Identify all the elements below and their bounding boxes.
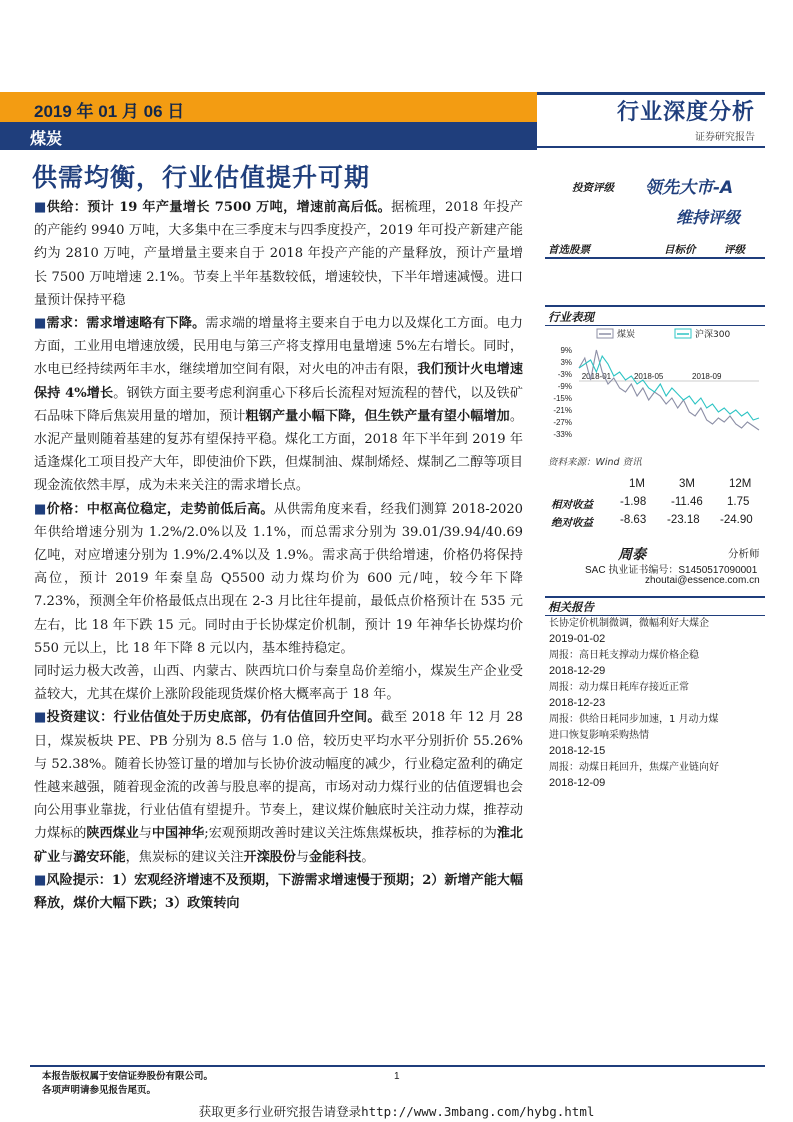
- footer-disclaimer: [42, 1070, 213, 1098]
- bullet-square-icon: ■: [34, 200, 47, 215]
- analyst-name: 周泰: [618, 547, 646, 563]
- rating-value: 领先大市-A: [645, 178, 734, 198]
- demand-text-2: 。钢铁方面主要考虑利润重心下移后长流程对短流程的替代，以及铁矿石品味下降后焦炭用量的增加，预计: [34, 385, 523, 424]
- bullet-square-icon: ■: [34, 710, 47, 726]
- perf-value: -1.98: [620, 496, 647, 508]
- supply-text: 据梳理，2018 年投产的产能约 9940 万吨，大多集中在三季度末与四季度投产，2019 年可投产新建产能约为 2810 万吨，产量增量主要来自于 2018 年投产产能的产量释放，预计产量增长 7500 万吨增速 2.1%。节奏上半年基数较低，增速较快，下半年增速减慢。进口量预计保持平稳: [34, 200, 524, 308]
- price-paragraph-2: 同时运力极大改善，山西、内蒙古、陕西坑口价与秦皇岛价差缩小，煤炭生产企业受益较大，尤其在煤价上涨阶段能现货煤价格大概率高于 18 年。: [34, 664, 523, 703]
- stock-pick: 陕西煤业: [86, 826, 139, 842]
- related-reports-list: [549, 616, 765, 792]
- main-body: [34, 196, 523, 915]
- rating-label: 投资评级: [572, 182, 614, 194]
- x-tick-label: 2018-01: [581, 372, 612, 381]
- legend-label: 沪深300: [695, 330, 731, 340]
- stock-pick: 淮北矿业: [34, 826, 524, 865]
- perf-value: -8.63: [620, 514, 647, 526]
- stock-header-target: 目标价: [664, 244, 696, 256]
- y-tick-label: 3%: [560, 358, 572, 367]
- footer-note-statement: 各项声明请参见报告尾页。: [42, 1085, 157, 1096]
- sector-label: 煤炭: [30, 129, 63, 148]
- analyst-role: 分析师: [728, 548, 760, 560]
- perf-row-label: 相对收益: [551, 499, 593, 511]
- y-tick-label: -15%: [553, 394, 572, 403]
- invest-and: 与: [60, 849, 74, 865]
- perf-value: 1.75: [727, 496, 750, 508]
- legend-label: 煤炭: [617, 330, 636, 340]
- invest-paragraph: [34, 706, 523, 868]
- demand-lead: 需求：需求增速略有下降。: [46, 316, 206, 332]
- y-tick-label: 9%: [560, 346, 572, 355]
- price-lead: 价格：中枢高位稳定，走势前低后高。: [46, 501, 274, 517]
- chart-source: 资料来源：Wind 资讯: [548, 457, 642, 468]
- x-tick-label: 2018-09: [692, 372, 722, 381]
- invest-and: 与: [138, 826, 152, 842]
- y-tick-label: -33%: [553, 430, 572, 439]
- related-report-link-cont[interactable]: 进口恢复影响采购热情: [549, 730, 649, 741]
- invest-text-2: ;宏观预期改善时建议关注炼焦煤板块，推荐标的为: [204, 826, 497, 842]
- perf-col-3m: 3M: [679, 478, 695, 490]
- perf-value: -24.90: [720, 514, 753, 526]
- page-title: 供需均衡，行业估值提升可期: [32, 163, 371, 192]
- related-report-date: 2019-01-02: [549, 633, 606, 645]
- analyst-email[interactable]: zhoutai@essence.com.cn: [645, 575, 760, 586]
- stock-pick: 潞安环能: [73, 849, 126, 865]
- y-tick-label: -27%: [553, 418, 572, 427]
- promo-link[interactable]: 获取更多行业研究报告请登录http://www.3mbang.com/hybg.html: [198, 1104, 595, 1119]
- related-report-date: 2018-12-29: [549, 665, 606, 677]
- price-paragraph: [34, 498, 523, 660]
- related-report-link[interactable]: 周报：供给日耗同步加速，1 月动力煤: [549, 714, 719, 725]
- risk-text: 风险提示：1）宏观经济增速不及预期，下游需求增速慢于预期；2）新增产能大幅释放，煤价大幅下跌；3）政策转向: [34, 872, 523, 912]
- perf-value: -11.46: [671, 496, 703, 508]
- perf-rule-top: [545, 305, 765, 307]
- perf-title: 行业表现: [548, 310, 594, 324]
- report-subtype: 证券研究报告: [695, 132, 755, 143]
- invest-end: 。: [361, 849, 375, 865]
- supply-lead: 供给：预计 19 年产量增长 7500 万吨，增速前高后低。: [46, 200, 392, 215]
- y-tick-label: -21%: [553, 406, 572, 415]
- stock-header-rating: 评级: [724, 244, 745, 256]
- risk-paragraph: [34, 869, 523, 915]
- related-report-link[interactable]: 周报：动力煤日耗库存接近正常: [549, 682, 689, 693]
- bullet-square-icon: ■: [34, 316, 47, 332]
- related-title: 相关报告: [548, 600, 594, 614]
- analyst-sac: SAC 执业证书编号：S1450517090001: [585, 565, 758, 576]
- invest-and: 与: [295, 849, 309, 865]
- related-report-date: 2018-12-09: [549, 777, 606, 789]
- footer-rule: [30, 1065, 765, 1067]
- stock-header-rule: [545, 257, 765, 259]
- rating-action: 维持评级: [676, 208, 741, 227]
- stock-header-stock: 首选股票: [548, 244, 590, 256]
- y-tick-label: -9%: [557, 382, 572, 391]
- invest-text-1: 截至 2018 年 12 月 28 日，煤炭板块 PE、PB 分别为 8.5 倍与 1.0 倍，较历史平均水平分别折价 55.26%与 52.38%。随着长协签订量的增加与长协价波动幅度的减少，行业稳定盈利的确定性越来越强，随着现金流的改善与股息率的提高，市场对动力煤行业的估值逻辑也会向公用事业靠拢，行业估值有望提升。节奏上，建议煤价触底时关注动力煤，推荐动力煤标的: [34, 710, 524, 842]
- supply-paragraph: [34, 196, 523, 312]
- bullet-square-icon: ■: [34, 872, 47, 888]
- stock-pick: 开滦股份: [243, 849, 296, 865]
- related-report-date: 2018-12-15: [549, 745, 606, 757]
- related-report-link[interactable]: 周报：动煤日耗回升，焦煤产业链向好: [549, 762, 719, 773]
- price-text: 从供需角度来看，经我们测算 2018-2020 年供给增速分别为 1.2%/2.0%以及 1.1%，而总需求分别为 39.01/39.94/40.69 亿吨，对应增速分别为 1.9%/2.4%以及 1.9%。需求高于供给增速，价格仍将保持高位，预计 2019 年秦皇岛 Q5500 动力煤均价为 600 元/吨，较今年下降 7.23%，预测全年价格最低点出现在 2-3 月比往年提前，最低点价格预计在 535 元左右，比 18 年下跌 15 元。同时由于长协煤定价机制，预计 19 年神华长协煤均价 550 元以上，比 18 年下降 8 元以内，基本维持稳定。: [34, 501, 523, 656]
- report-date: 2019 年 01 月 06 日: [34, 102, 185, 121]
- footer-note-copyright: 本报告版权属于安信证券股份有限公司。: [42, 1071, 214, 1082]
- demand-text-1: 需求端的增量将主要来自于电力以及煤化工方面。电力方面，工业用电增速放缓，民用电与第三产将支撑用电量增速 5%左右增长。同时，水电已经持续两年丰水，继续增加空间有限，对火电的冲击有限，: [34, 316, 524, 378]
- demand-highlight-1: 我们预计火电增速保持 4%增长: [34, 362, 524, 401]
- demand-highlight-2: 粗钢产量小幅下降，但生铁产量有望小幅增加: [245, 408, 510, 424]
- perf-row-label: 绝对收益: [551, 517, 593, 529]
- y-tick-label: -3%: [557, 370, 572, 379]
- related-report-link[interactable]: 长协定价机制微调，微幅利好大煤企: [549, 618, 709, 629]
- demand-text-3: 。水泥产量则随着基建的复苏有望保持平稳。煤化工方面，2018 年下半年到 2019 年适逢煤化工项目投产大年，即使油价下跌，但煤制油、煤制烯烃、煤制乙二醇等项目现金流依然丰厚，成为未来关注的需求增长点。: [34, 408, 524, 494]
- perf-col-1m: 1M: [629, 478, 645, 490]
- sector-bar: [0, 122, 537, 150]
- related-report-date: 2018-12-23: [549, 697, 606, 709]
- perf-col-12m: 12M: [729, 478, 752, 490]
- perf-value: -23.18: [667, 514, 700, 526]
- related-rule-top: [545, 596, 765, 598]
- stock-pick: 中国神华: [151, 826, 205, 842]
- demand-paragraph: [34, 312, 523, 498]
- x-tick-label: 2018-05: [633, 372, 664, 381]
- report-type: 行业深度分析: [616, 100, 755, 125]
- header-rule-bottom: [537, 146, 765, 148]
- page-number: 1: [394, 1071, 400, 1082]
- invest-text-3: ，焦炭标的建议关注: [125, 849, 244, 865]
- series-line-hs300: [579, 356, 759, 420]
- bullet-square-icon: ■: [34, 501, 47, 517]
- related-report-link[interactable]: 周报：高日耗支撑动力煤价格企稳: [549, 650, 699, 661]
- stock-pick: 金能科技: [308, 849, 362, 865]
- invest-lead: 投资建议：行业估值处于历史底部，仍有估值回升空间。: [46, 710, 381, 726]
- industry-performance-chart: [545, 326, 765, 450]
